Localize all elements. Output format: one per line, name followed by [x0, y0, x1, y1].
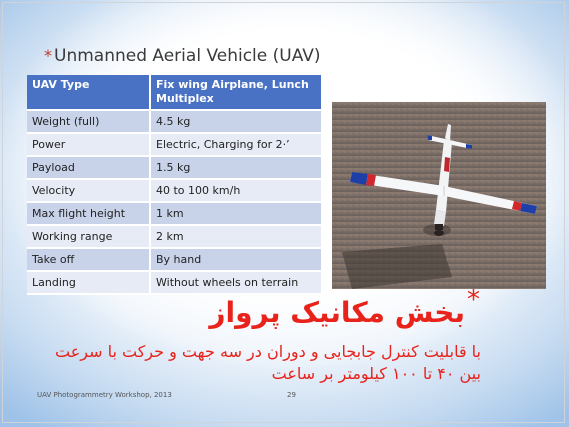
slide-title	[44, 46, 321, 66]
footer-text: UAV Photogrammetry Workshop, 2013	[37, 391, 172, 399]
table-cell-label: Max flight height	[27, 202, 150, 225]
table-cell-label: Velocity	[27, 179, 150, 202]
persian-heading: بخش مکانیک پرواز	[209, 296, 465, 329]
persian-body-line: با قابلیت کنترل جابجایی و دوران در سه جهت و حرکت با سرعت	[54, 342, 481, 361]
table-cell-value: 4.5 kg	[150, 110, 322, 133]
uav-photo-drawing	[332, 102, 546, 289]
table-row	[27, 179, 322, 202]
table-cell-label: Payload	[27, 156, 150, 179]
table-row	[27, 110, 322, 133]
uav-photo	[332, 102, 546, 289]
spec-table	[27, 75, 323, 295]
table-cell-label: Landing	[27, 271, 150, 294]
table-row	[27, 133, 322, 156]
table-header-row	[27, 75, 322, 110]
table-header-cell: UAV Type	[27, 75, 150, 110]
table-cell-label: Working range	[27, 225, 150, 248]
table-cell-value: By hand	[150, 248, 322, 271]
table-cell-label: Take off	[27, 248, 150, 271]
table-row	[27, 225, 322, 248]
table-cell-value: 40 to 100 km/h	[150, 179, 322, 202]
table-row	[27, 156, 322, 179]
persian-bullet-star: *	[467, 285, 480, 315]
table-row	[27, 248, 322, 271]
page-number: 29	[287, 391, 296, 399]
table-cell-value: Electric, Charging for 2·’	[150, 133, 322, 156]
table-cell-value: 2 km	[150, 225, 322, 248]
title-text: Unmanned Aerial Vehicle (UAV)	[54, 46, 321, 66]
title-bullet-star: *	[44, 46, 52, 65]
table-cell-label: Power	[27, 133, 150, 156]
persian-body-line: بین ۴۰ تا ۱۰۰ کیلومتر بر ساعت	[271, 364, 481, 383]
table-cell-value: Without wheels on terrain	[150, 271, 322, 294]
table-cell-label: Weight (full)	[27, 110, 150, 133]
table-row	[27, 202, 322, 225]
persian-body	[41, 341, 481, 385]
table-row	[27, 271, 322, 294]
table-cell-value: 1.5 kg	[150, 156, 322, 179]
table-cell-value: 1 km	[150, 202, 322, 225]
table-header-cell: Fix wing Airplane, Lunch Multiplex	[150, 75, 322, 110]
